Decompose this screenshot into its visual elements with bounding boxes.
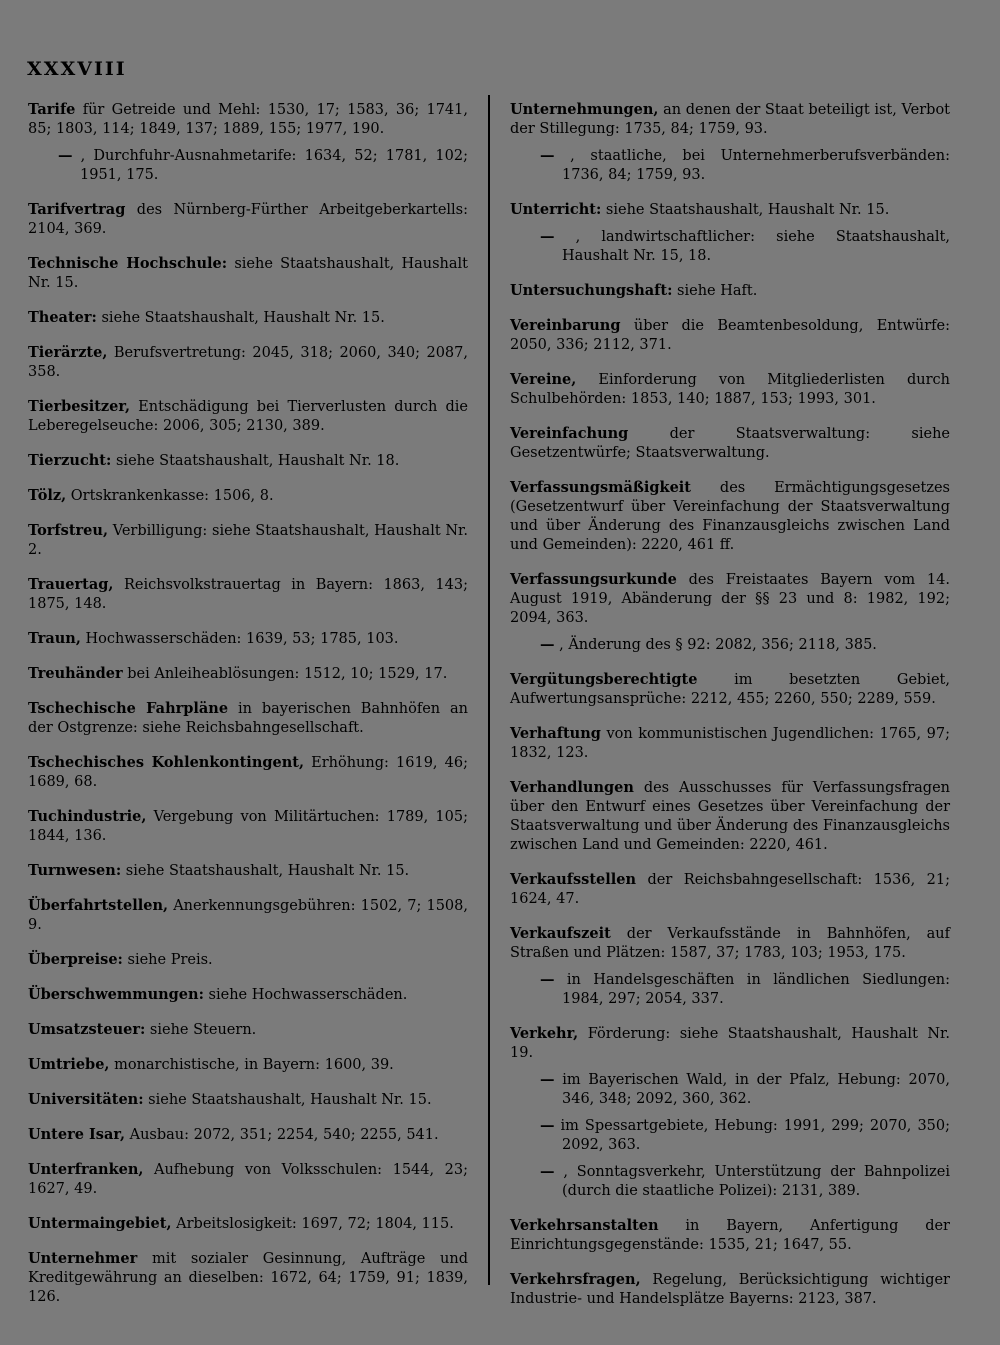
entry-headword: Unterricht: bbox=[510, 201, 602, 218]
entry-headword: Umsatzsteuer: bbox=[28, 1021, 146, 1038]
index-entry-verkaufszeit-sub bbox=[510, 970, 950, 1009]
entry-headword: — bbox=[540, 1163, 555, 1180]
entry-text: der Verkaufsstände in Bahnhöfen, auf Straßen und Plätzen: 1587, 37; 1783, 103; 1953, 175. bbox=[510, 926, 950, 961]
entry-headword: Unternehmer bbox=[28, 1250, 138, 1267]
entry-headword: Vereinbarung bbox=[510, 317, 621, 334]
index-entry-verhandlungen bbox=[510, 778, 950, 855]
entry-text: Ortskrankenkasse: 1506, 8. bbox=[66, 488, 274, 504]
index-entry-verfassungsurkunde bbox=[510, 570, 950, 628]
entry-text: der Reichsbahngesellschaft: 1536, 21; 1624, 47. bbox=[510, 872, 950, 907]
entry-headword: Untere Isar, bbox=[28, 1126, 125, 1143]
entry-headword: Turnwesen: bbox=[28, 862, 122, 879]
index-entry-umtriebe bbox=[28, 1055, 468, 1075]
entry-text: des Nürnberg-Fürther Arbeitgeberkartells: 2104, 369. bbox=[28, 202, 468, 237]
entry-headword: Untersuchungshaft: bbox=[510, 282, 673, 299]
index-entry-ueberpreise bbox=[28, 950, 468, 970]
index-entry-unternehmungen bbox=[510, 100, 950, 139]
entry-headword: Unternehmungen, bbox=[510, 101, 659, 118]
index-entry-trauertag bbox=[28, 575, 468, 614]
entry-headword: — bbox=[540, 1117, 555, 1134]
entry-text: , Änderung des § 92: 2082, 356; 2118, 385. bbox=[554, 637, 877, 653]
index-entry-vereinbarung bbox=[510, 316, 950, 355]
entry-headword: Tölz, bbox=[28, 487, 67, 504]
entry-text: Hochwasserschäden: 1639, 53; 1785, 103. bbox=[80, 631, 399, 647]
entry-headword: Tierzucht: bbox=[28, 452, 112, 469]
entry-headword: — bbox=[540, 228, 555, 245]
entry-headword: Torfstreu, bbox=[28, 522, 108, 539]
index-entry-verkehrsfragen bbox=[510, 1270, 950, 1309]
entry-text: Regelung, Berücksichtigung wichtiger Industrie- und Handelsplätze Bayerns: 2123, 387. bbox=[510, 1272, 950, 1307]
entry-text: über die Beamtenbesoldung, Entwürfe: 2050, 336; 2112, 371. bbox=[510, 318, 950, 353]
index-entry-untersuchungshaft bbox=[510, 281, 950, 301]
index-entry-verkehr-sub3 bbox=[510, 1162, 950, 1201]
entry-headword: Tschechisches Kohlenkontingent, bbox=[28, 754, 305, 771]
index-entry-ueberschwemmungen bbox=[28, 985, 468, 1005]
entry-text: siehe Staatshaushalt, Haushalt Nr. 15. bbox=[28, 256, 468, 291]
index-entry-universitaeten bbox=[28, 1090, 468, 1110]
entry-headword: Tarifvertrag bbox=[28, 201, 126, 218]
entry-headword: — bbox=[540, 971, 555, 988]
index-entry-tierbesitzer bbox=[28, 397, 468, 436]
entry-headword: Tuchindustrie, bbox=[28, 808, 147, 825]
right-column bbox=[510, 100, 950, 1324]
entry-headword: Überfahrtstellen, bbox=[28, 897, 169, 914]
entry-headword: Verkehrsfragen, bbox=[510, 1271, 641, 1288]
entry-text: von kommunistischen Jugendlichen: 1765, 97; 1832, 123. bbox=[510, 726, 950, 761]
entry-text: Aufhebung von Volksschulen: 1544, 23; 1627, 49. bbox=[28, 1162, 468, 1197]
entry-text: des Freistaates Bayern vom 14. August 1919, Abänderung der §§ 23 und 8: 1982, 192; 2094, 363. bbox=[510, 572, 950, 626]
entry-text: siehe Staatshaushalt, Haushalt Nr. 15. bbox=[96, 310, 385, 326]
entry-text: siehe Steuern. bbox=[145, 1022, 257, 1038]
entry-headword: Verhandlungen bbox=[510, 779, 634, 796]
entry-text: siehe Staatshaushalt, Haushalt Nr. 18. bbox=[111, 453, 400, 469]
entry-text: Ausbau: 2072, 351; 2254, 540; 2255, 541. bbox=[125, 1127, 439, 1143]
entry-headword: Traun, bbox=[28, 630, 81, 647]
entry-headword: Vereine, bbox=[510, 371, 577, 388]
entry-text: , Sonntagsverkehr, Unterstützung der Bahnpolizei (durch die staatliche Polizei): 2131, 389. bbox=[554, 1164, 950, 1199]
entry-headword: Vereinfachung bbox=[510, 425, 629, 442]
entry-text: in Bayern, Anfertigung der Einrichtungsgegenstände: 1535, 21; 1647, 55. bbox=[510, 1218, 950, 1253]
index-entry-verkaufszeit bbox=[510, 924, 950, 963]
entry-text: Einforderung von Mitgliederlisten durch Schulbehörden: 1853, 140; 1887, 153; 1993, 301. bbox=[510, 372, 950, 407]
entry-text: , staatliche, bei Unternehmerberufsverbänden: 1736, 84; 1759, 93. bbox=[554, 148, 950, 183]
index-entry-tuchindustrie bbox=[28, 807, 468, 846]
index-entry-unterfranken bbox=[28, 1160, 468, 1199]
entry-headword: Verkehrsanstalten bbox=[510, 1217, 659, 1234]
index-entry-verkehr-sub2 bbox=[510, 1116, 950, 1155]
index-entry-unterricht-sub bbox=[510, 227, 950, 266]
index-entry-tieraerzte bbox=[28, 343, 468, 382]
index-entry-tierzucht bbox=[28, 451, 468, 471]
entry-headword: Technische Hochschule: bbox=[28, 255, 228, 272]
index-entry-verkaufsstellen bbox=[510, 870, 950, 909]
entry-text: siehe Staatshaushalt, Haushalt Nr. 15. bbox=[121, 863, 410, 879]
index-entry-untermaingebiet bbox=[28, 1214, 468, 1234]
index-entry-technische-hochschule bbox=[28, 254, 468, 293]
entry-headword: Tierbesitzer, bbox=[28, 398, 130, 415]
index-entry-theater bbox=[28, 308, 468, 328]
entry-headword: Umtriebe, bbox=[28, 1056, 110, 1073]
entry-headword: — bbox=[540, 636, 555, 653]
index-entry-verfassungsurkunde-sub bbox=[510, 635, 950, 655]
index-entry-tschechische-fahrplaene bbox=[28, 699, 468, 738]
index-entry-turnwesen bbox=[28, 861, 468, 881]
entry-text: Verbilligung: siehe Staatshaushalt, Haushalt Nr. 2. bbox=[28, 523, 468, 558]
index-entry-unternehmungen-sub bbox=[510, 146, 950, 185]
index-entry-verguetungsberechtigte bbox=[510, 670, 950, 709]
index-entry-untere-isar bbox=[28, 1125, 468, 1145]
entry-text: siehe Haft. bbox=[672, 283, 758, 299]
entry-headword: Verfassungsurkunde bbox=[510, 571, 677, 588]
entry-headword: Überschwemmungen: bbox=[28, 986, 204, 1003]
column-divider bbox=[488, 95, 490, 1285]
entry-text: Förderung: siehe Staatshaushalt, Haushalt Nr. 19. bbox=[510, 1026, 950, 1061]
entry-headword: Unterfranken, bbox=[28, 1161, 144, 1178]
entry-text: mit sozialer Gesinnung, Aufträge und Kreditgewährung an dieselben: 1672, 64; 1759, 91; 1839, 126. bbox=[28, 1251, 468, 1305]
entry-headword: Untermaingebiet, bbox=[28, 1215, 172, 1232]
index-entry-verkehr bbox=[510, 1024, 950, 1063]
index-entry-vereine bbox=[510, 370, 950, 409]
entry-text: in bayerischen Bahnhöfen an der Ostgrenze: siehe Reichsbahngesellschaft. bbox=[28, 701, 468, 736]
entry-headword: Verkaufszeit bbox=[510, 925, 611, 942]
entry-headword: Universitäten: bbox=[28, 1091, 144, 1108]
entry-headword: — bbox=[540, 1071, 555, 1088]
entry-text: bei Anleiheablösungen: 1512, 10; 1529, 17. bbox=[122, 666, 448, 682]
index-entry-treuhaender bbox=[28, 664, 468, 684]
index-entry-verfassungsmaessigkeit bbox=[510, 478, 950, 555]
index-entry-tschechisches-kohlenkontingent bbox=[28, 753, 468, 792]
entry-text: siehe Hochwasserschäden. bbox=[203, 987, 408, 1003]
entry-text: für Getreide und Mehl: 1530, 17; 1583, 36; 1741, 85; 1803, 114; 1849, 137; 1889, 155; 1977, 190. bbox=[28, 102, 468, 137]
index-entry-umsatzsteuer bbox=[28, 1020, 468, 1040]
entry-text: Erhöhung: 1619, 46; 1689, 68. bbox=[28, 755, 468, 790]
index-entry-verkehrsanstalten bbox=[510, 1216, 950, 1255]
index-entry-torfstreu bbox=[28, 521, 468, 560]
entry-text: in Handelsgeschäften in ländlichen Siedlungen: 1984, 297; 2054, 337. bbox=[554, 972, 950, 1007]
entry-text: Arbeitslosigkeit: 1697, 72; 1804, 115. bbox=[171, 1216, 454, 1232]
entry-text: , Durchfuhr-Ausnahmetarife: 1634, 52; 1781, 102; 1951, 175. bbox=[72, 148, 468, 183]
entry-text: im Spessartgebiete, Hebung: 1991, 299; 2070, 350; 2092, 363. bbox=[554, 1118, 950, 1153]
index-entry-tarife bbox=[28, 100, 468, 139]
index-entry-ueberfahrtstellen bbox=[28, 896, 468, 935]
entry-headword: Verfassungsmäßigkeit bbox=[510, 479, 692, 496]
entry-headword: Theater: bbox=[28, 309, 97, 326]
entry-text: siehe Staatshaushalt, Haushalt Nr. 15. bbox=[143, 1092, 432, 1108]
entry-headword: Trauertag, bbox=[28, 576, 114, 593]
entry-text: Berufsvertretung: 2045, 318; 2060, 340; 2087, 358. bbox=[28, 345, 468, 380]
entry-headword: Tarife bbox=[28, 101, 76, 118]
entry-text: im besetzten Gebiet, Aufwertungsansprüche: 2212, 455; 2260, 550; 2289, 559. bbox=[510, 672, 950, 707]
page-number: XXXVIII bbox=[27, 58, 127, 80]
entry-headword: Treuhänder bbox=[28, 665, 123, 682]
entry-headword: Verkehr, bbox=[510, 1025, 579, 1042]
entry-text: Anerkennungsgebühren: 1502, 7; 1508, 9. bbox=[28, 898, 468, 933]
entry-headword: Vergütungsberechtigte bbox=[510, 671, 698, 688]
entry-headword: — bbox=[58, 147, 73, 164]
entry-text: der Staatsverwaltung: siehe Gesetzentwürfe; Staatsverwaltung. bbox=[510, 426, 950, 461]
index-entry-verkehr-sub1 bbox=[510, 1070, 950, 1109]
entry-text: , landwirtschaftlicher: siehe Staatshaushalt, Haushalt Nr. 15, 18. bbox=[554, 229, 950, 264]
index-entry-toelz bbox=[28, 486, 468, 506]
left-column bbox=[28, 100, 468, 1322]
entry-headword: Überpreise: bbox=[28, 951, 123, 968]
entry-text: des Ausschusses für Verfassungsfragen über den Entwurf eines Gesetzes über Vereinfachung der Staatsverwaltung und über Änderung des Finanzausgleichs zwischen Land und Gemeinden: 2220, 461. bbox=[510, 780, 950, 853]
entry-text: siehe Preis. bbox=[122, 952, 213, 968]
entry-headword: Tierärzte, bbox=[28, 344, 108, 361]
entry-text: monarchistische, in Bayern: 1600, 39. bbox=[109, 1057, 394, 1073]
entry-text: Reichsvolkstrauertag in Bayern: 1863, 143; 1875, 148. bbox=[28, 577, 468, 612]
entry-text: im Bayerischen Wald, in der Pfalz, Hebung: 2070, 346, 348; 2092, 360, 362. bbox=[554, 1072, 950, 1107]
index-entry-tarife-sub bbox=[28, 146, 468, 185]
entry-headword: Verkaufsstellen bbox=[510, 871, 637, 888]
index-entry-traun bbox=[28, 629, 468, 649]
entry-text: an denen der Staat beteiligt ist, Verbot der Stillegung: 1735, 84; 1759, 93. bbox=[510, 102, 950, 137]
index-entry-vereinfachung bbox=[510, 424, 950, 463]
entry-headword: Tschechische Fahrpläne bbox=[28, 700, 229, 717]
entry-text: Vergebung von Militärtuchen: 1789, 105; 1844, 136. bbox=[28, 809, 468, 844]
index-entry-unternehmer bbox=[28, 1249, 468, 1307]
entry-text: Entschädigung bei Tierverlusten durch die Leberegelseuche: 2006, 305; 2130, 389. bbox=[28, 399, 468, 434]
index-entry-verhaftung bbox=[510, 724, 950, 763]
index-entry-unterricht bbox=[510, 200, 950, 220]
entry-headword: — bbox=[540, 147, 555, 164]
entry-headword: Verhaftung bbox=[510, 725, 601, 742]
entry-text: des Ermächtigungsgesetzes (Gesetzentwurf über Vereinfachung der Staatsverwaltung und über Änderung des Finanzausgleichs zwischen Land und Gemeinden): 2220, 461 ff. bbox=[510, 480, 950, 553]
index-entry-tarifvertrag bbox=[28, 200, 468, 239]
entry-text: siehe Staatshaushalt, Haushalt Nr. 15. bbox=[601, 202, 890, 218]
